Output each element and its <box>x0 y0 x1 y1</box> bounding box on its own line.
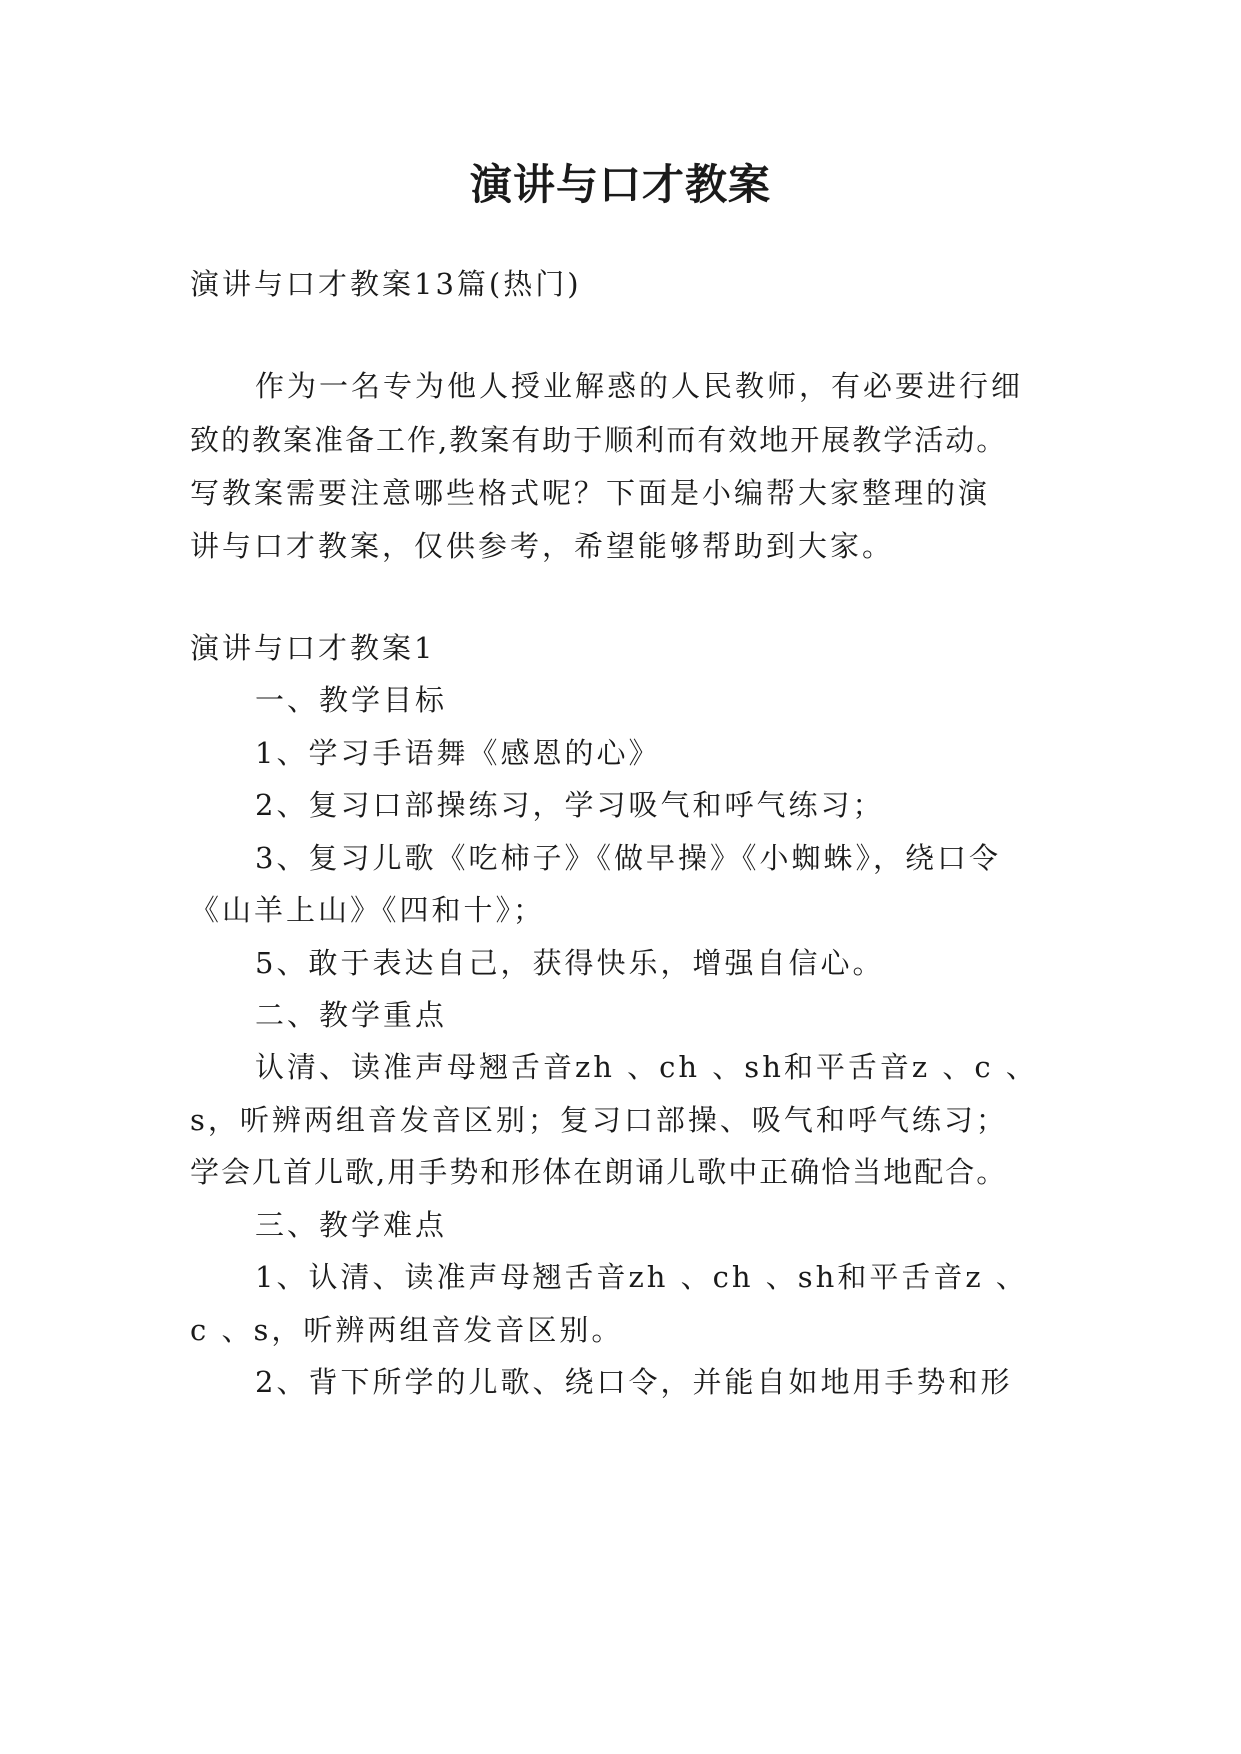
intro-line-2: 致的教案准备工作,教案有助于顺利而有效地开展教学活动。 <box>190 423 1008 457</box>
body-line-13: c 、s，听辨两组音发音区别。 <box>190 1313 624 1347</box>
body-line-8: 认清、读准声母翘舌音zh 、ch 、sh和平舌音z 、c 、 <box>255 1050 1038 1084</box>
document-title: 演讲与口才教案 <box>469 160 771 209</box>
body-line-9: s，听辨两组音发音区别；复习口部操、吸气和呼气练习； <box>190 1103 1008 1137</box>
body-line-6: 5、敢于表达自己，获得快乐，增强自信心。 <box>255 946 885 980</box>
section-heading: 演讲与口才教案1 <box>190 631 436 665</box>
body-line-10: 学会几首儿歌,用手势和形体在朗诵儿歌中正确恰当地配合。 <box>190 1155 1008 1189</box>
body-line-11: 三、教学难点 <box>255 1208 448 1242</box>
intro-line-1: 作为一名专为他人授业解惑的人民教师，有必要进行细 <box>255 369 1024 403</box>
intro-line-4: 讲与口才教案，仅供参考，希望能够帮助到大家。 <box>190 529 895 563</box>
body-line-5: 《山羊上山》《四和十》； <box>190 893 546 927</box>
body-line-7: 二、教学重点 <box>255 998 448 1032</box>
intro-line-3: 写教案需要注意哪些格式呢？下面是小编帮大家整理的演 <box>190 476 991 510</box>
body-line-12: 1、认清、读准声母翘舌音zh 、ch 、sh和平舌音z 、 <box>255 1260 1028 1294</box>
document-subtitle: 演讲与口才教案13篇(热门) <box>190 267 582 301</box>
body-line-4: 3、复习儿歌《吃柿子》《做早操》《小蜘蛛》，绕口令 <box>255 841 1001 875</box>
body-line-14: 2、背下所学的儿歌、绕口令，并能自如地用手势和形 <box>255 1365 1013 1399</box>
body-line-1: 一、教学目标 <box>255 683 448 717</box>
body-line-2: 1、学习手语舞《感恩的心》 <box>255 736 661 770</box>
body-line-3: 2、复习口部操练习，学习吸气和呼气练习； <box>255 788 885 822</box>
